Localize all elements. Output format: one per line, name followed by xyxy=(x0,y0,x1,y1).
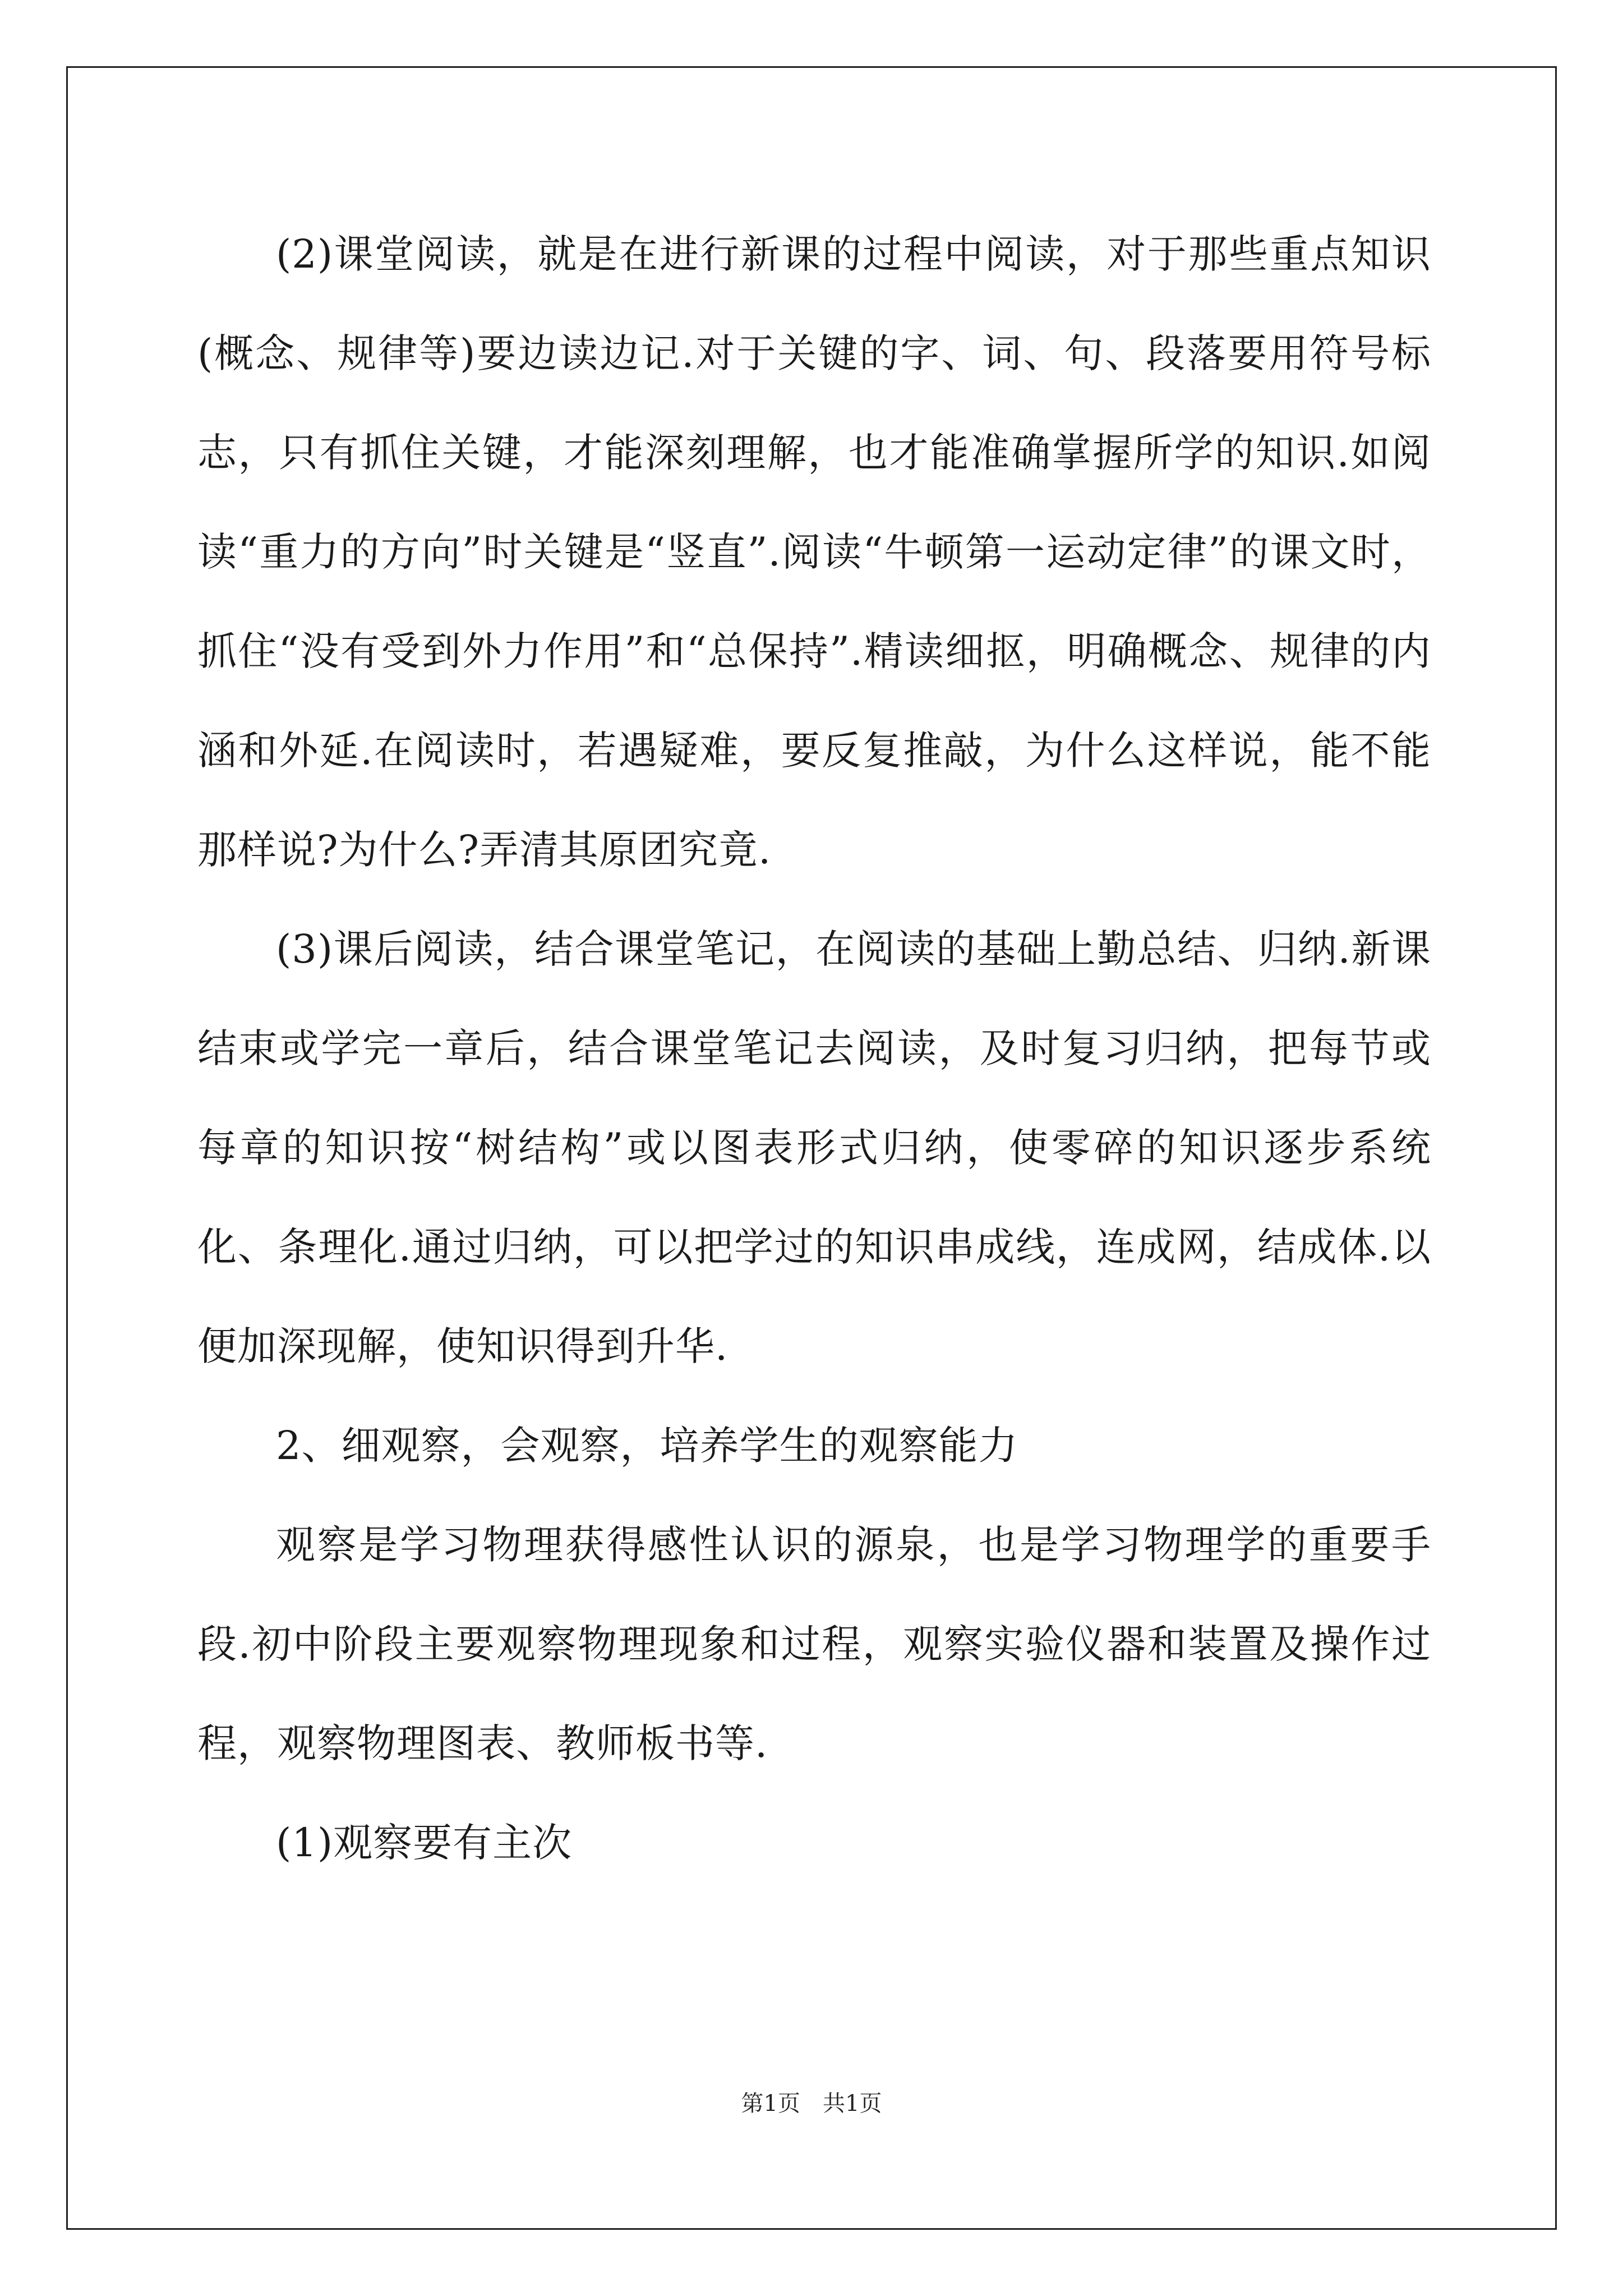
section-heading-observation: 2、细观察，会观察，培养学生的观察能力 xyxy=(276,1423,1018,1469)
paragraph-after-class-reading: (3)课后阅读，结合课堂笔记，在阅读的基础上勤总结、归纳.新课结束或学完一章后，结合课堂笔记去阅读，及时复习归纳，把每节或每章的知识按“树结构”或以图表形式归纳，使零碎的知识逐步系统化、条理化.通过归纳，可以把学过的知识串成线，连成网，结成体.以便加深现解，使知识得到升华. xyxy=(197,926,1431,1369)
document-body xyxy=(197,205,1431,1893)
page-footer xyxy=(0,2087,1623,2120)
paragraph-observation-intro: 观察是学习物理获得感性认识的源泉，也是学习物理学的重要手段.初中阶段主要观察物理现象和过程，观察实验仪器和装置及操作过程，观察物理图表、教师板书等. xyxy=(197,1522,1431,1766)
subheading-observation-priority: (1)观察要有主次 xyxy=(276,1820,573,1866)
page-total: 共1页 xyxy=(823,2091,882,2116)
paragraph-classroom-reading: (2)课堂阅读，就是在进行新课的过程中阅读，对于那些重点知识(概念、规律等)要边读边记.对于关键的字、词、句、段落要用符号标志，只有抓住关键，才能深刻理解，也才能准确掌握所学的知识.如阅读“重力的方向”时关键是“竖直”.阅读“牛顿第一运动定律”的课文时，抓住“没有受到外力作用”和“总保持”.精读细抠，明确概念、规律的内涵和外延.在阅读时，若遇疑难，要反复推敲，为什么这样说，能不能那样说?为什么?弄清其原团究竟. xyxy=(197,231,1431,873)
page-number: 第1页 xyxy=(741,2091,800,2116)
